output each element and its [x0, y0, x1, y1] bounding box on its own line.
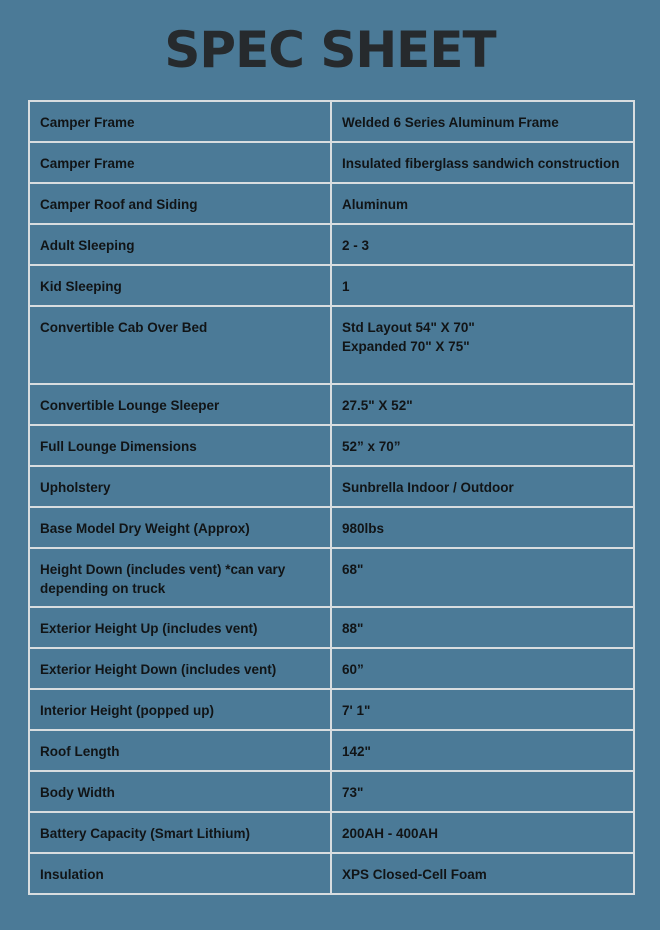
- spec-label: Convertible Cab Over Bed: [29, 306, 331, 384]
- spec-label: Roof Length: [29, 730, 331, 771]
- table-row: [29, 507, 634, 548]
- spec-value: Std Layout 54" X 70" Expanded 70" X 75": [331, 306, 634, 384]
- spec-label: Camper Frame: [29, 142, 331, 183]
- table-row: [29, 265, 634, 306]
- table-row: [29, 648, 634, 689]
- spec-value: 52” x 70”: [331, 425, 634, 466]
- spec-value: 200AH - 400AH: [331, 812, 634, 853]
- spec-value: 980lbs: [331, 507, 634, 548]
- spec-value: Welded 6 Series Aluminum Frame: [331, 101, 634, 142]
- spec-value: Aluminum: [331, 183, 634, 224]
- table-row: [29, 384, 634, 425]
- table-row: [29, 466, 634, 507]
- spec-table: [28, 100, 635, 895]
- spec-value: 68": [331, 548, 634, 607]
- page-title: SPEC SHEET: [164, 21, 496, 79]
- spec-label: Battery Capacity (Smart Lithium): [29, 812, 331, 853]
- spec-label: Body Width: [29, 771, 331, 812]
- spec-value: 1: [331, 265, 634, 306]
- spec-label: Height Down (includes vent) *can vary depending on truck: [29, 548, 331, 607]
- spec-value: Sunbrella Indoor / Outdoor: [331, 466, 634, 507]
- spec-label: Exterior Height Up (includes vent): [29, 607, 331, 648]
- spec-value: Insulated fiberglass sandwich construction: [331, 142, 634, 183]
- spec-label: Camper Roof and Siding: [29, 183, 331, 224]
- table-row: [29, 771, 634, 812]
- spec-label: Interior Height (popped up): [29, 689, 331, 730]
- table-row: [29, 142, 634, 183]
- spec-label: Upholstery: [29, 466, 331, 507]
- table-row: [29, 548, 634, 607]
- table-row: [29, 689, 634, 730]
- spec-label: Base Model Dry Weight (Approx): [29, 507, 331, 548]
- table-row: [29, 730, 634, 771]
- table-row: [29, 425, 634, 466]
- spec-value: 88": [331, 607, 634, 648]
- spec-label: Convertible Lounge Sleeper: [29, 384, 331, 425]
- spec-value: 142": [331, 730, 634, 771]
- table-row: [29, 101, 634, 142]
- spec-value: XPS Closed-Cell Foam: [331, 853, 634, 894]
- table-row: [29, 607, 634, 648]
- spec-label: Camper Frame: [29, 101, 331, 142]
- spec-value: 2 - 3: [331, 224, 634, 265]
- spec-value: 27.5" X 52": [331, 384, 634, 425]
- spec-label: Full Lounge Dimensions: [29, 425, 331, 466]
- table-row: [29, 812, 634, 853]
- spec-label: Exterior Height Down (includes vent): [29, 648, 331, 689]
- spec-value: 73": [331, 771, 634, 812]
- spec-value: 7' 1": [331, 689, 634, 730]
- spec-label: Insulation: [29, 853, 331, 894]
- table-row: [29, 853, 634, 894]
- spec-label: Adult Sleeping: [29, 224, 331, 265]
- table-row: [29, 224, 634, 265]
- table-row: [29, 306, 634, 384]
- spec-label: Kid Sleeping: [29, 265, 331, 306]
- table-row: [29, 183, 634, 224]
- spec-value: 60”: [331, 648, 634, 689]
